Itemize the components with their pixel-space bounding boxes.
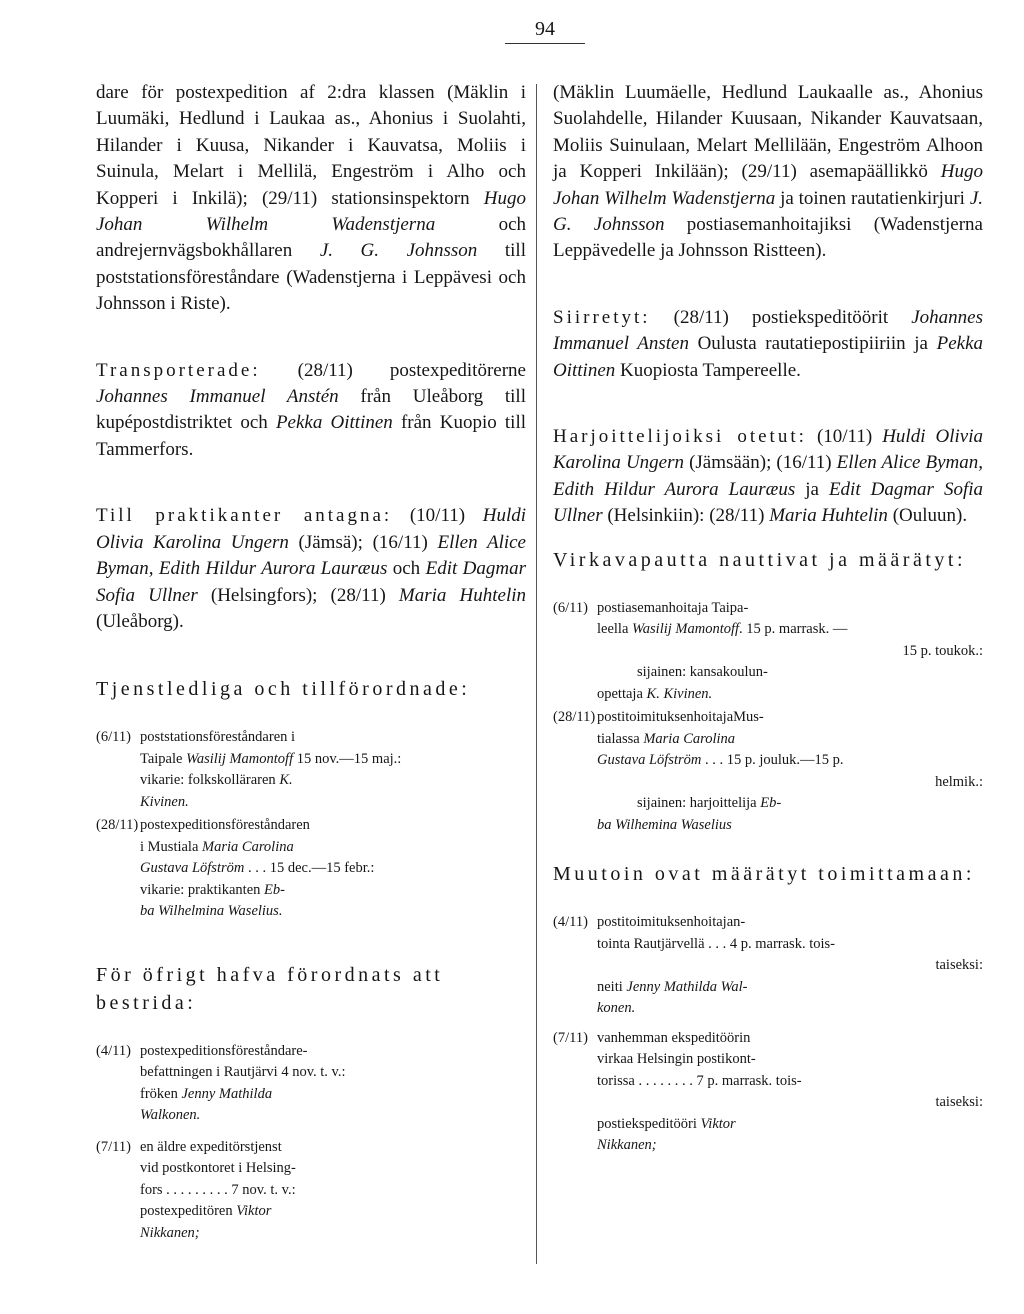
left-leave-list (96, 727, 526, 923)
right-paragraph-appointments: (Mäklin Luumäelle, Hedlund Laukaalle as., Ahonius Suolahdelle, Hilander Kuusaan, Nikander Kauvatsaan, Moliis Suinulaan, Melart Mellilään, Engeström Alhoon ja Kopperi Inkilään); (29/11) asemapäällikkö Hugo Johan Wilhelm Wadenstjerna ja toinen rautatienkirjuri J. G. Johnsson postiasemanhoitajiksi (Wadenstjerna Leppävedelle ja Johnsson Ristteen). (553, 82, 983, 262)
page-number: 94 (505, 18, 585, 44)
left-paragraph-appointments: dare för postexpedition af 2:dra klassen (Mäklin i Luumäki, Hedlund i Laukaa as., Ahonius i Suolahti, Hilander i Kuusa, Nikander i Kauvatsa, Moliis i Suinula, Melart i Mellilä, Engeström i Alho och Kopperi i Inkilä); (29/11) stationsinspektorn Hugo Johan Wilhelm Wadenstjerna och andrejernvägsbokhållaren J. G. Johnsson till poststationsföreståndare (Wadenstjerna i Leppävesi och Johnsson i Riste). (96, 82, 527, 315)
list-item: (7/11) vanhemman ekspeditöörin virkaa Helsingin postikont- torissa . . . . . . . . 7 p. marrask. tois- taiseksi: postiekspeditööri Viktor Nikkanen; (553, 1029, 983, 1154)
right-heading-other: Muutoin ovat määrätyt toimittamaan: (553, 863, 975, 886)
list-item: (6/11) poststationsföreståndaren i Taipale Wasilij Mamontoff 15 nov.—15 maj.: vikarie: folkskolläraren K. Kivinen. (96, 729, 402, 810)
right-paragraph-transfers: Siirretyt: (28/11) postiekspeditöörit Johannes Immanuel Ansten Oulusta rautatiepostipiiriin ja Pekka Oittinen Kuopiosta Tampereelle. (553, 306, 983, 381)
right-paragraph-trainees: Harjoittelijoiksi otetut: (10/11) Huldi Olivia Karolina Ungern (Jämsään); (16/11) Ellen Alice Byman, Edith Hildur Aurora Lauræus ja Edit Dagmar Sofia Ullner (Helsinkiin): (28/11) Maria Huhtelin (Ouluun). (553, 426, 984, 527)
right-heading-leave: Virkavapautta nauttivat ja määrätyt: (553, 548, 967, 571)
left-column (96, 80, 526, 1246)
list-item: (4/11) postitoimituksenhoitajan- tointa Rautjärvellä . . . 4 p. marrask. tois- taiseksi: neiti Jenny Mathilda Wal- konen. (553, 914, 983, 1017)
right-leave-list (553, 598, 983, 837)
left-paragraph-trainees: Till praktikanter antagna: (10/11) Huldi Olivia Karolina Ungern (Jämsä); (16/11) Ellen Alice Byman, Edith Hildur Aurora Lauræus och Edit Dagmar Sofia Ullner (Helsingfors); (28/11) Maria Huhtelin (Uleåborg). (96, 505, 526, 632)
left-heading-leave: Tjenstledliga och tillförordnade: (96, 678, 471, 701)
list-item: (6/11) postiasemanhoitaja Taipa- leella Wasilij Mamontoff. 15 p. marrask. — 15 p. toukok.: sijainen: kansakoulun- opettaja K. Kivinen. (553, 599, 983, 702)
right-other-list (553, 912, 983, 1157)
list-item: (28/11) postitoimituksenhoitajaMus- tialassa Maria Carolina Gustava Löfström . . . 15 p. jouluk.—15 p. helmik.: sijainen: harjoittelija Eb- ba Wilhemina Waselius (553, 709, 983, 833)
left-other-list (96, 1041, 526, 1245)
list-item: (4/11) postexpeditionsföreståndare- befattningen i Rautjärvi 4 nov. t. v.: fröken Jenny Mathilda Walkonen. (96, 1042, 346, 1124)
left-heading-other: För öfrigt hafva förordnats att bestrida: (96, 963, 444, 1014)
column-divider (536, 84, 537, 1264)
list-item: (7/11) en äldre expeditörstjenst vid postkontoret i Helsing- fors . . . . . . . . . 7 nov. t. v.: postexpeditören Viktor Nikkanen; (96, 1138, 296, 1241)
left-paragraph-transfers: Transporterade: (28/11) postexpeditörerne Johannes Immanuel Anstén från Uleåborg till kupépostdistriktet och Pekka Oittinen från Kuopio till Tammerfors. (96, 359, 527, 460)
right-column (553, 80, 983, 1159)
list-item: (28/11) postexpeditionsföreståndaren i Mustiala Maria Carolina Gustava Löfström . . . 15 dec.—15 febr.: vikarie: praktikanten Eb- ba Wilhelmina Waselius. (96, 817, 375, 920)
